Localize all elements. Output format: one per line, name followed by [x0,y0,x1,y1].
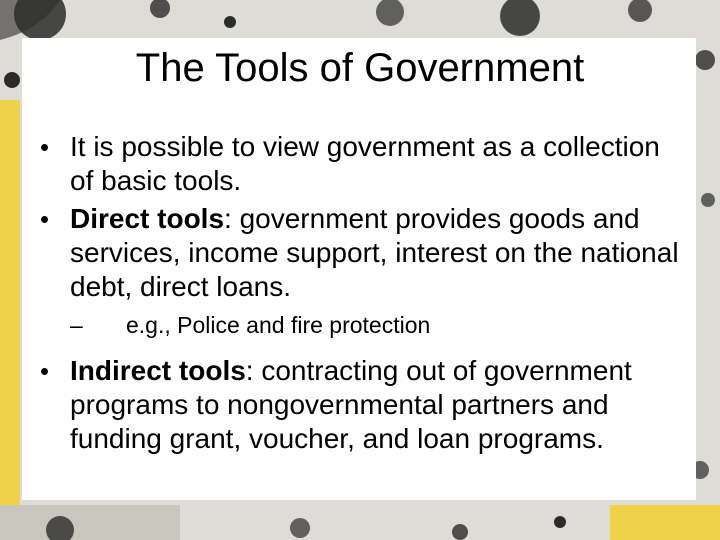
bullet-text: : contracting out of government programs to nongovernmental partners and funding grant, voucher, and loan programs. [70,355,632,454]
bottom-yellow-strip [610,505,720,540]
bullet-item [36,130,686,198]
bullet-list [36,130,686,460]
sub-bullet-text: e.g., Police and fire protection [126,312,431,338]
bullet-term: Direct tools [70,203,225,234]
bullet-item [36,202,686,304]
bullet-marker: • [40,132,50,162]
bullet-marker: • [40,204,50,234]
slide-title: The Tools of Government [135,46,585,90]
sub-bullet-item [70,310,686,340]
sub-bullet-marker: – [70,312,83,338]
bullet-marker: • [40,356,50,386]
bullet-term: Indirect tools [70,355,246,386]
bullet-text: : government provides goods and services, income support, interest on the national debt, direct loans. [70,203,679,302]
bullet-item [36,354,686,456]
bullet-text: It is possible to view government as a collection of basic tools. [70,131,660,196]
left-yellow-strip [0,100,20,520]
